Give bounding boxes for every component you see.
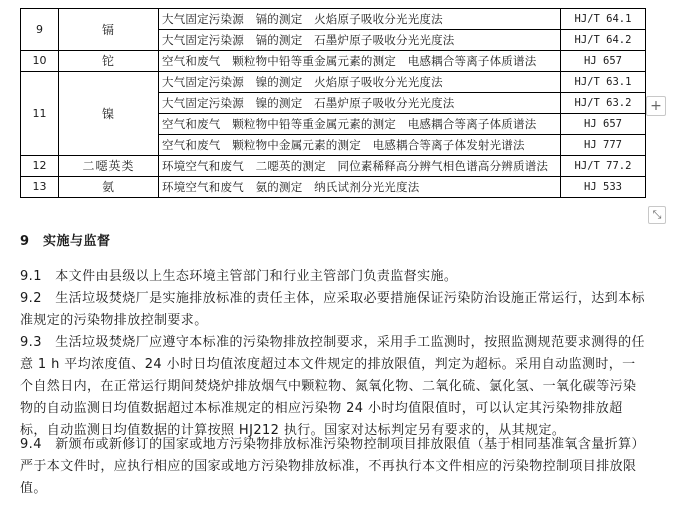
table-row	[21, 156, 646, 177]
standard-code-cell: HJ/T 64.2	[561, 30, 646, 51]
method-name-cell: 大气固定污染源 镍的测定 火焰原子吸收分光光度法	[159, 72, 561, 93]
row-number-cell: 11	[21, 72, 59, 156]
pollutant-cell: 铊	[59, 51, 159, 72]
pollutant-cell: 镉	[59, 9, 159, 51]
table-row	[21, 177, 646, 198]
paragraph-9-1: 9.1 本文件由县级以上生态环境主管部门和行业主管部门负责监督实施。	[20, 269, 458, 284]
standard-code-cell: HJ 657	[561, 51, 646, 72]
standard-code-cell: HJ 657	[561, 114, 646, 135]
method-name-cell: 空气和废气 颗粒物中铅等重金属元素的测定 电感耦合等离子体质谱法	[159, 51, 561, 72]
standard-code-cell: HJ/T 77.2	[561, 156, 646, 177]
row-number-cell: 13	[21, 177, 59, 198]
method-name-cell: 大气固定污染源 镉的测定 火焰原子吸收分光光度法	[159, 9, 561, 30]
row-number-cell: 10	[21, 51, 59, 72]
expand-icon: ⤡	[652, 208, 662, 221]
standard-code-cell: HJ/T 63.1	[561, 72, 646, 93]
add-row-button[interactable]	[646, 96, 666, 116]
expand-table-button[interactable]	[648, 206, 666, 224]
method-name-cell: 大气固定污染源 镉的测定 石墨炉原子吸收分光光度法	[159, 30, 561, 51]
plus-icon: +	[650, 98, 662, 114]
table-row	[21, 72, 646, 93]
monitoring-method-table	[20, 8, 646, 198]
standard-code-cell: HJ 777	[561, 135, 646, 156]
method-name-cell: 大气固定污染源 镍的测定 石墨炉原子吸收分光光度法	[159, 93, 561, 114]
method-name-cell: 环境空气和废气 二噁英的测定 同位素稀释高分辨气相色谱高分辨质谱法	[159, 156, 561, 177]
standard-code-cell: HJ/T 64.1	[561, 9, 646, 30]
standard-code-cell: HJ/T 63.2	[561, 93, 646, 114]
table-row	[21, 51, 646, 72]
pollutant-cell: 镍	[59, 72, 159, 156]
method-name-cell: 空气和废气 颗粒物中铅等重金属元素的测定 电感耦合等离子体质谱法	[159, 114, 561, 135]
method-name-cell: 环境空气和废气 氨的测定 纳氏试剂分光光度法	[159, 177, 561, 198]
method-name-cell: 空气和废气 颗粒物中金属元素的测定 电感耦合等离子体发射光谱法	[159, 135, 561, 156]
row-number-cell: 12	[21, 156, 59, 177]
pollutant-cell: 氨	[59, 177, 159, 198]
paragraph-9-4: 9.4 新颁布或新修订的国家或地方污染物排放标准污染物控制项目排放限值（基于相同基准氧含量折算）严于本文件时，应执行相应的国家或地方污染物排放标准，不再执行本文件相应的污染物控制项目排放限值。	[20, 437, 645, 496]
section-heading: 9 实施与监督	[20, 234, 111, 249]
paragraph-9-3: 9.3 生活垃圾焚烧厂应遵守本标准的污染物排放控制要求，采用手工监测时，按照监测规范要求测得的任意 1 h 平均浓度值、24 小时日均值浓度超过本文件规定的排放限值，判定为超标。采用自动监测时，一个自然日内，在正常运行期间焚烧炉排放烟气中颗粒物、氮氧化物、二氧化硫、氯化氢、一氧化碳等污染物的自动监测日均值数据超过本标准规定的相应污染物 24 小时均值限值时，可以认定其污染物排放超标，自动监测日均值数据的计算按照 HJ212 执行。国家对达标判定另有要求的，从其规定。	[20, 335, 645, 438]
paragraph-9-2: 9.2 生活垃圾焚烧厂是实施排放标准的责任主体，应采取必要措施保证污染防治设施正常运行，达到本标准规定的污染物排放控制要求。	[20, 291, 645, 328]
table-row	[21, 9, 646, 30]
row-number-cell: 9	[21, 9, 59, 51]
pollutant-cell: 二噁英类	[59, 156, 159, 177]
standard-code-cell: HJ 533	[561, 177, 646, 198]
